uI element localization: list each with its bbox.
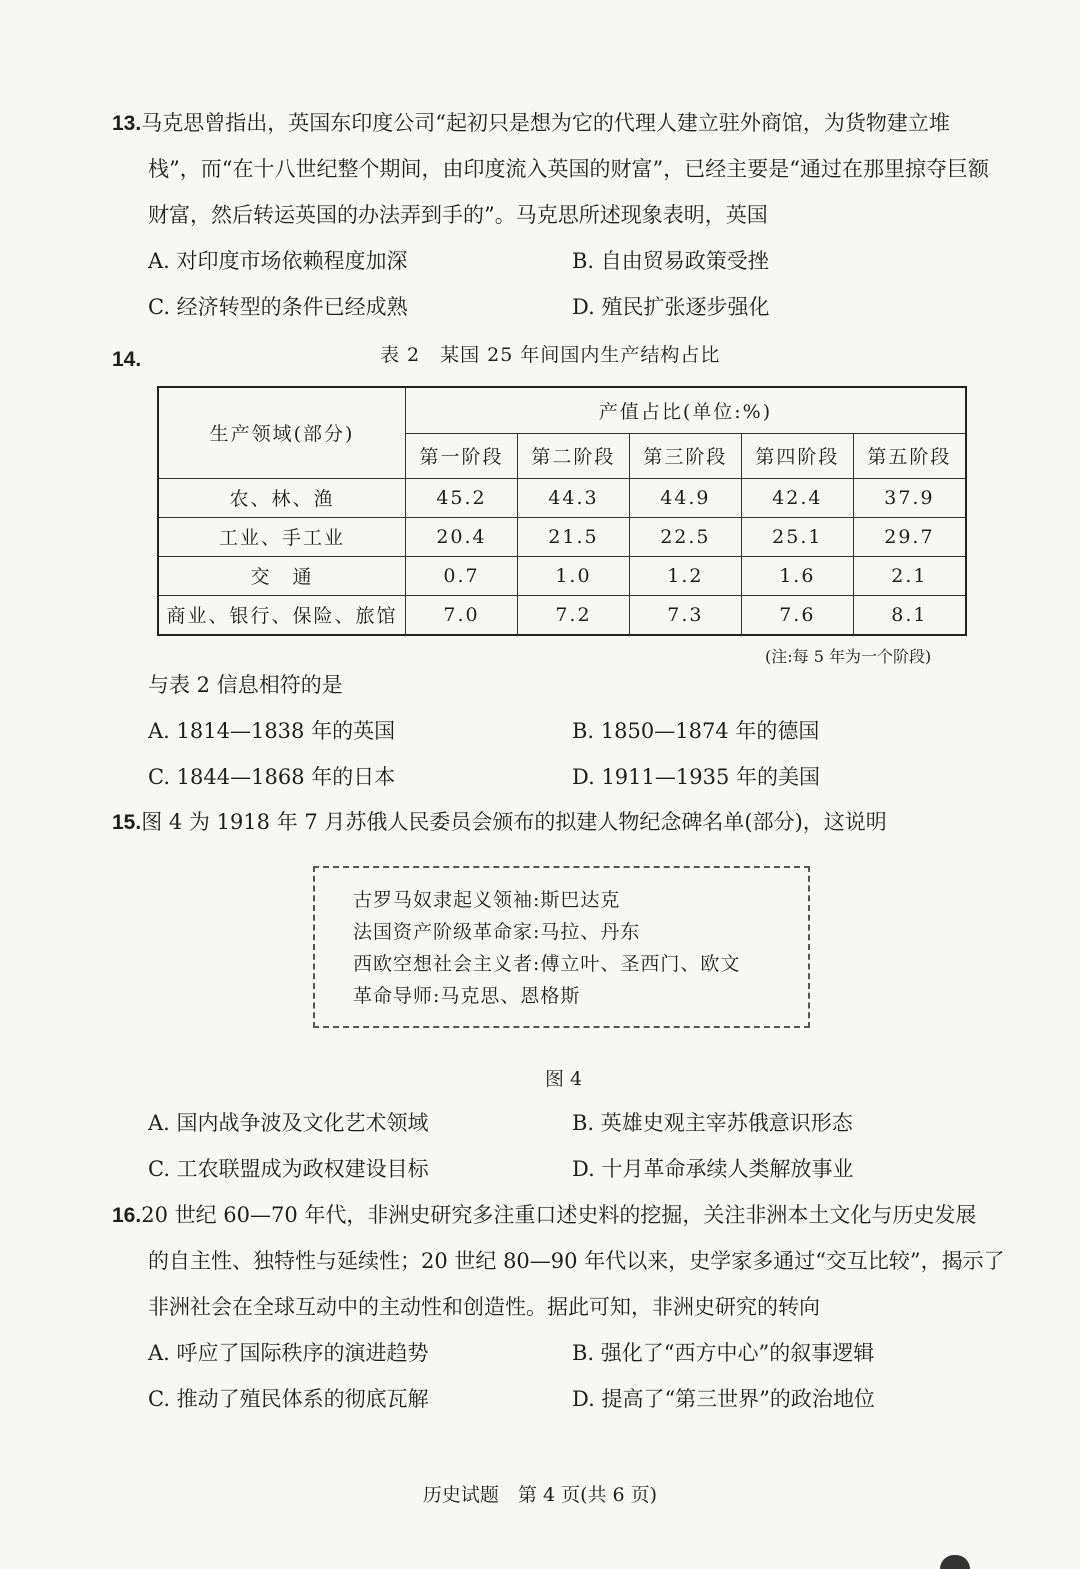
question-stem-line: 财富，然后转运英国的办法弄到手的”。马克思所述现象表明，英国	[148, 203, 768, 227]
table-cell: 44.3	[517, 478, 629, 517]
question-stem-line: 非洲社会在全球互动中的主动性和创造性。据此可知，非洲史研究的转向	[148, 1295, 820, 1319]
table-row	[158, 595, 966, 635]
question-stem-line: 的自主性、独特性与延续性；20 世纪 80—90 年代以来，史学家多通过“交互比较”，揭示了	[148, 1249, 1005, 1273]
option-a: A. 1814—1838 年的英国	[148, 719, 396, 743]
row-label: 农、林、渔	[158, 478, 406, 517]
corner-mark	[940, 1555, 970, 1569]
table-cell: 7.6	[741, 595, 853, 635]
figure-caption: 图 4	[545, 1068, 583, 1090]
table-cell: 22.5	[629, 517, 741, 556]
table-cell: 42.4	[741, 478, 853, 517]
question-stem-line: 与表 2 信息相符的是	[148, 673, 343, 697]
table-row	[158, 517, 966, 556]
table-cell: 44.9	[629, 478, 741, 517]
page-footer: 历史试题 第 4 页(共 6 页)	[422, 1484, 658, 1506]
stage-header: 第三阶段	[629, 433, 741, 478]
option-b: B. 自由贸易政策受挫	[572, 249, 769, 273]
question-14	[112, 662, 1022, 800]
table-cell: 1.6	[741, 556, 853, 595]
question-15	[112, 799, 1022, 845]
row-label: 商业、银行、保险、旅馆	[158, 595, 406, 635]
option-a: A. 国内战争波及文化艺术领域	[148, 1111, 429, 1135]
question-number: 16.	[112, 1204, 142, 1227]
table-cell: 1.2	[629, 556, 741, 595]
figure-line: 革命导师:马克思、恩格斯	[353, 985, 581, 1007]
stage-header: 第一阶段	[406, 433, 518, 478]
option-row	[112, 754, 1022, 800]
table-cell: 1.0	[517, 556, 629, 595]
table-cell: 7.2	[517, 595, 629, 635]
header-field: 生产领域(部分)	[158, 387, 406, 478]
option-d: D. 殖民扩张逐步强化	[572, 295, 770, 319]
row-label: 工业、手工业	[158, 517, 406, 556]
option-row	[112, 1376, 1022, 1422]
question-16	[112, 1192, 1022, 1422]
stage-header: 第四阶段	[741, 433, 853, 478]
question-number: 15.	[112, 811, 142, 834]
option-row	[112, 284, 1022, 330]
table-row	[158, 478, 966, 517]
option-c: C. 工农联盟成为政权建设目标	[148, 1157, 429, 1181]
table-cell: 7.3	[629, 595, 741, 635]
table-cell: 29.7	[853, 517, 966, 556]
option-d: D. 提高了“第三世界”的政治地位	[572, 1387, 875, 1411]
figure-line: 古罗马奴隶起义领袖:斯巴达克	[353, 889, 621, 911]
table-row	[158, 556, 966, 595]
table-cell: 7.0	[406, 595, 518, 635]
option-b: B. 英雄史观主宰苏俄意识形态	[572, 1111, 853, 1135]
figure-line: 法国资产阶级革命家:马拉、丹东	[353, 921, 641, 943]
option-b: B. 强化了“西方中心”的叙事逻辑	[572, 1341, 875, 1365]
table-note: (注:每 5 年为一个阶段)	[765, 647, 932, 666]
question-stem-line: 15.图 4 为 1918 年 7 月苏俄人民委员会颁布的拟建人物纪念碑名单(部分)，这说明	[112, 810, 887, 834]
option-row	[112, 238, 1022, 284]
table-title: 表 2 某国 25 年间国内生产结构占比	[380, 344, 721, 366]
figure-line: 西欧空想社会主义者:傅立叶、圣西门、欧文	[353, 953, 741, 975]
question-stem-line: 16.20 世纪 60—70 年代，非洲史研究多注重口述史料的挖掘，关注非洲本土文化与历史发展	[112, 1203, 977, 1227]
option-c: C. 推动了殖民体系的彻底瓦解	[148, 1387, 429, 1411]
question-number: 13.	[112, 112, 142, 135]
table-cell: 20.4	[406, 517, 518, 556]
option-c: C. 1844—1868 年的日本	[148, 765, 396, 789]
option-row	[112, 1330, 1022, 1376]
table-cell: 45.2	[406, 478, 518, 517]
question-stem-line: 栈”，而“在十八世纪整个期间，由印度流入英国的财富”，已经主要是“通过在那里掠夺巨额	[148, 157, 989, 181]
stage-header: 第二阶段	[517, 433, 629, 478]
table-cell: 25.1	[741, 517, 853, 556]
question-13	[112, 100, 1022, 330]
row-label: 交 通	[158, 556, 406, 595]
option-row	[112, 1146, 1022, 1192]
option-row	[112, 1100, 1022, 1146]
table-cell: 21.5	[517, 517, 629, 556]
option-c: C. 经济转型的条件已经成熟	[148, 295, 408, 319]
option-d: D. 1911—1935 年的美国	[572, 765, 821, 789]
table-cell: 37.9	[853, 478, 966, 517]
option-d: D. 十月革命承续人类解放事业	[572, 1157, 854, 1181]
stage-header: 第五阶段	[853, 433, 966, 478]
table-cell: 2.1	[853, 556, 966, 595]
figure-box	[313, 866, 810, 1028]
question-15-options	[112, 1100, 1022, 1192]
option-b: B. 1850—1874 年的德国	[572, 719, 820, 743]
question-number: 14.	[112, 348, 142, 371]
question-stem-line: 13.马克思曾指出，英国东印度公司“起初只是想为它的代理人建立驻外商馆，为货物建立堆	[112, 111, 950, 135]
table-cell: 0.7	[406, 556, 518, 595]
option-a: A. 对印度市场依赖程度加深	[148, 249, 408, 273]
table-cell: 8.1	[853, 595, 966, 635]
option-a: A. 呼应了国际秩序的演进趋势	[148, 1341, 429, 1365]
option-row	[112, 708, 1022, 754]
production-table	[157, 386, 967, 636]
header-group: 产值占比(单位:%)	[406, 387, 967, 433]
